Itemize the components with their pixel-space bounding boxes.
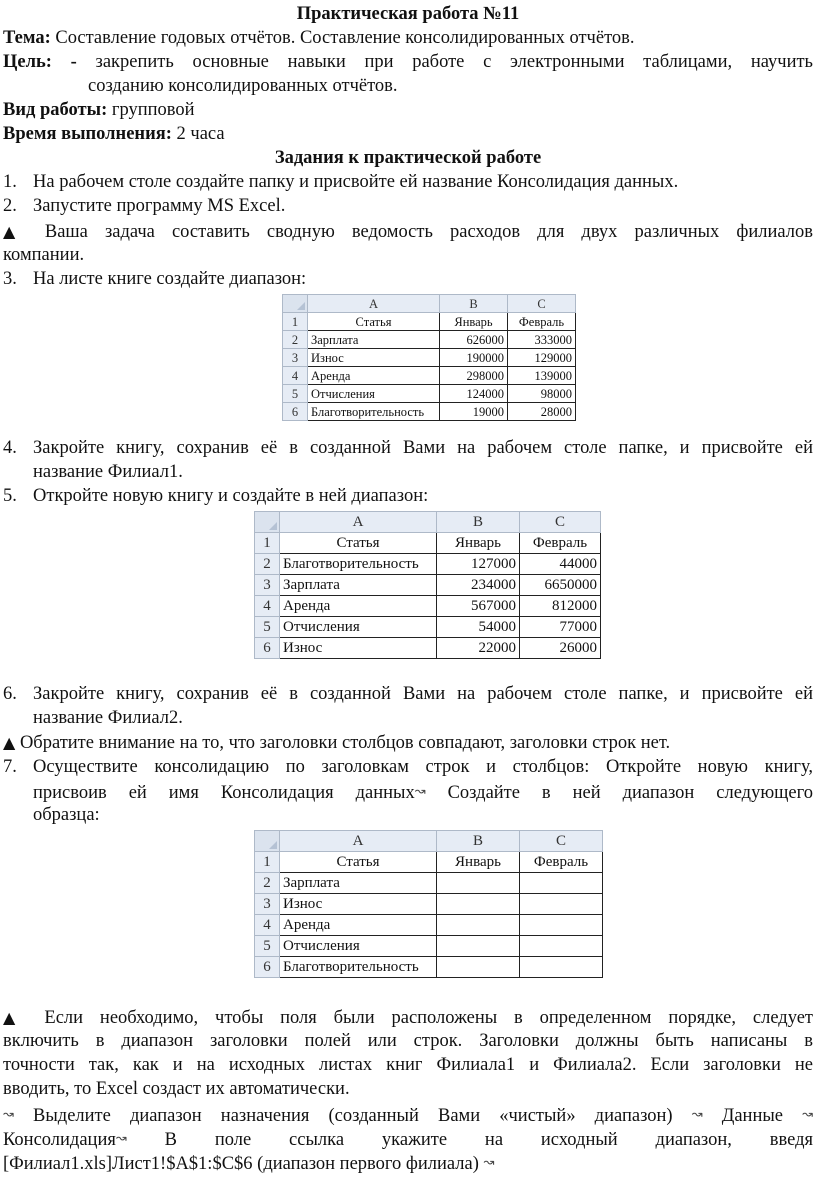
task-text: На листе книге создайте диапазон: (33, 269, 307, 289)
cell-item: Аренда (280, 596, 437, 617)
row-number: 2 (255, 554, 280, 575)
duration-text: 2 часа (176, 124, 225, 144)
task-text: На рабочем столе создайте папку и присвойте ей название Консолидация данных. (33, 172, 679, 192)
task-text: Откройте новую книгу и создайте в ней диапазон: (33, 486, 429, 506)
cell-header: Статья (280, 852, 437, 873)
cell-value: 234000 (437, 575, 520, 596)
row-number: 3 (255, 894, 280, 915)
note-text-1: Если необходимо, чтобы поля были расположены в определенном порядке, следует (44, 1008, 814, 1028)
arrow-icon: ↝ (115, 1131, 127, 1146)
row-number: 1 (255, 852, 280, 873)
column-header-b: B (440, 295, 508, 313)
task-item-3 (3, 268, 813, 291)
task-text: Закройте книгу, сохранив её в созданной Вами на рабочем столе папке, и присвойте ей (33, 438, 813, 458)
cell-value: 567000 (437, 596, 520, 617)
table-row (283, 403, 576, 421)
cell-header: Февраль (520, 852, 603, 873)
cell-item: Аренда (308, 367, 440, 385)
table-row (255, 957, 603, 978)
table-row (255, 554, 601, 575)
work-type-label: Вид работы: (3, 100, 108, 120)
note-3-line-2: включить в диапазон заголовки полей или строк. Заголовки должны быть написаны в (3, 1031, 813, 1051)
table-row (255, 873, 603, 894)
column-header-c: C (520, 831, 603, 852)
table-row (255, 638, 601, 659)
task-text: присвоив ей имя Консолидация данных (33, 783, 415, 803)
cell-value: 190000 (440, 349, 508, 367)
row-number: 4 (255, 596, 280, 617)
duration-line (3, 123, 225, 146)
page-title: Практическая работа №11 (296, 4, 520, 24)
column-header-a: A (280, 831, 437, 852)
tasks-heading: Задания к практической работе (274, 148, 542, 168)
column-header-row (283, 295, 576, 313)
goal-text-2: созданию консолидированных отчётов. (88, 76, 398, 96)
cell-item: Зарплата (280, 873, 437, 894)
cell-value (520, 957, 603, 978)
cell-value (437, 957, 520, 978)
table-row (255, 915, 603, 936)
table-row (255, 852, 603, 873)
note-3 (3, 1006, 813, 1030)
table-row (255, 894, 603, 915)
duration-label: Время выполнения: (3, 124, 172, 144)
table-row (255, 575, 601, 596)
triangle-icon: ▲ (3, 1008, 28, 1027)
cell-header: Статья (280, 533, 437, 554)
select-all-corner (255, 512, 280, 533)
cell-value: 98000 (508, 385, 576, 403)
select-all-corner (255, 831, 280, 852)
row-number: 6 (283, 403, 308, 421)
task-number: 5. (3, 486, 17, 506)
cell-value (520, 894, 603, 915)
row-number: 3 (255, 575, 280, 596)
step-line-1 (3, 1103, 813, 1128)
cell-value: 139000 (508, 367, 576, 385)
cell-item: Аренда (280, 915, 437, 936)
work-type-text: групповой (111, 100, 195, 120)
task-item-7-line-2 (33, 780, 813, 805)
cell-item: Благотворительность (308, 403, 440, 421)
cell-value (520, 936, 603, 957)
table-row (283, 367, 576, 385)
table-row (283, 313, 576, 331)
cell-value (520, 915, 603, 936)
cell-value: 333000 (508, 331, 576, 349)
row-number: 5 (283, 385, 308, 403)
table-row (283, 331, 576, 349)
step-text: [Филиал1.xls]Лист1!$A$1:$C$6 (диапазон первого филиала) (3, 1154, 479, 1174)
table-row (255, 936, 603, 957)
cell-item: Износ (308, 349, 440, 367)
cell-header: Февраль (508, 313, 576, 331)
row-number: 2 (283, 331, 308, 349)
cell-value: 124000 (440, 385, 508, 403)
task-item-6 (3, 683, 813, 706)
task-item-4 (3, 437, 813, 460)
goal-label: Цель: - (3, 52, 77, 72)
note-2 (3, 731, 813, 755)
arrow-icon: ↝ (802, 1107, 814, 1122)
cell-value: 26000 (520, 638, 601, 659)
arrow-icon: ↝ (691, 1107, 703, 1122)
task-item-7-line-3: образца: (33, 805, 100, 825)
cell-item: Зарплата (280, 575, 437, 596)
task-number: 6. (3, 684, 17, 704)
spreadsheet-table-1 (282, 294, 576, 421)
task-number: 7. (3, 757, 17, 777)
column-header-row (255, 831, 603, 852)
select-all-corner (283, 295, 308, 313)
step-text: Выделите диапазон назначения (созданный Вами «чистый» диапазон) (33, 1106, 673, 1126)
column-header-c: C (520, 512, 601, 533)
cell-header: Февраль (520, 533, 601, 554)
row-number: 2 (255, 873, 280, 894)
cell-value (437, 873, 520, 894)
cell-value (437, 894, 520, 915)
cell-item: Отчисления (308, 385, 440, 403)
cell-value: 129000 (508, 349, 576, 367)
cell-item: Благотворительность (280, 554, 437, 575)
cell-item: Отчисления (280, 936, 437, 957)
goal-text-1: закрепить основные навыки при работе с электронными таблицами, научить (95, 52, 813, 72)
task-item-5 (3, 485, 813, 508)
cell-item: Благотворительность (280, 957, 437, 978)
cell-value: 22000 (437, 638, 520, 659)
cell-item: Износ (280, 638, 437, 659)
cell-value: 626000 (440, 331, 508, 349)
topic-label: Тема: (3, 28, 51, 48)
row-number: 1 (283, 313, 308, 331)
table-row (283, 385, 576, 403)
cell-value (520, 873, 603, 894)
task-text: Запустите программу MS Excel. (33, 196, 286, 216)
task-item-1 (3, 171, 813, 194)
cell-value: 127000 (437, 554, 520, 575)
task-text: Закройте книгу, сохранив её в созданной Вами на рабочем столе папке, и присвойте ей (33, 684, 813, 704)
task-item-6-line-2: название Филиал2. (33, 708, 183, 728)
task-item-4-line-2: название Филиал1. (33, 462, 183, 482)
step-line-2 (3, 1127, 813, 1152)
cell-header: Январь (437, 852, 520, 873)
column-header-b: B (437, 831, 520, 852)
row-number: 4 (283, 367, 308, 385)
column-header-a: A (308, 295, 440, 313)
cell-value: 19000 (440, 403, 508, 421)
column-header-row (255, 512, 601, 533)
table-row (255, 533, 601, 554)
task-number: 1. (3, 172, 17, 192)
topic-line (3, 27, 813, 50)
row-number: 4 (255, 915, 280, 936)
note-text-1: Ваша задача составить сводную ведомость расходов для двух различных филиалов (44, 222, 813, 242)
work-type-line (3, 99, 195, 122)
task-text: Создайте в ней диапазон следующего (447, 783, 813, 803)
task-number: 4. (3, 438, 17, 458)
cell-value: 28000 (508, 403, 576, 421)
table-row (283, 349, 576, 367)
triangle-icon: ▲ (3, 222, 28, 241)
step-line-3 (3, 1151, 813, 1176)
table-row (255, 617, 601, 638)
row-number: 6 (255, 957, 280, 978)
table-row (255, 596, 601, 617)
note-3-line-4: вводить, то Excel создаст их автоматически. (3, 1079, 350, 1099)
cell-item: Отчисления (280, 617, 437, 638)
row-number: 6 (255, 638, 280, 659)
cell-value (437, 936, 520, 957)
cell-value: 77000 (520, 617, 601, 638)
task-item-2 (3, 195, 813, 218)
task-text: Осуществите консолидацию по заголовкам строк и столбцов: Откройте новую книгу, (33, 757, 813, 777)
column-header-a: A (280, 512, 437, 533)
arrow-icon: ↝ (483, 1155, 495, 1170)
column-header-c: C (508, 295, 576, 313)
spreadsheet-table-3 (254, 830, 603, 978)
row-number: 1 (255, 533, 280, 554)
cell-value: 54000 (437, 617, 520, 638)
triangle-icon: ▲ (3, 733, 16, 752)
goal-line (3, 51, 813, 74)
cell-header: Статья (308, 313, 440, 331)
note-1-line-2: компании. (3, 245, 85, 265)
task-item-7 (3, 756, 813, 779)
step-text: Данные (721, 1106, 783, 1126)
cell-value (437, 915, 520, 936)
row-number: 5 (255, 936, 280, 957)
task-number: 3. (3, 269, 17, 289)
arrow-icon: ↝ (414, 784, 426, 799)
step-text: В поле ссылка укажите на исходный диапазон, введя (164, 1130, 814, 1150)
cell-value: 812000 (520, 596, 601, 617)
step-text: Консолидация (3, 1130, 116, 1150)
row-number: 5 (255, 617, 280, 638)
cell-item: Износ (280, 894, 437, 915)
row-number: 3 (283, 349, 308, 367)
task-number: 2. (3, 196, 17, 216)
arrow-icon: ↝ (3, 1107, 14, 1122)
cell-value: 44000 (520, 554, 601, 575)
column-header-b: B (437, 512, 520, 533)
cell-value: 298000 (440, 367, 508, 385)
cell-header: Январь (440, 313, 508, 331)
note-text: Обратите внимание на то, что заголовки столбцов совпадают, заголовки строк нет. (19, 733, 671, 753)
topic-text: Составление годовых отчётов. Составление консолидированных отчётов. (55, 28, 635, 48)
spreadsheet-table-2 (254, 511, 601, 659)
note-1 (3, 220, 813, 244)
note-3-line-3: точности так, как и на исходных листах книг Филиала1 и Филиала2. Если заголовки не (3, 1055, 813, 1075)
cell-item: Зарплата (308, 331, 440, 349)
cell-header: Январь (437, 533, 520, 554)
cell-value: 6650000 (520, 575, 601, 596)
